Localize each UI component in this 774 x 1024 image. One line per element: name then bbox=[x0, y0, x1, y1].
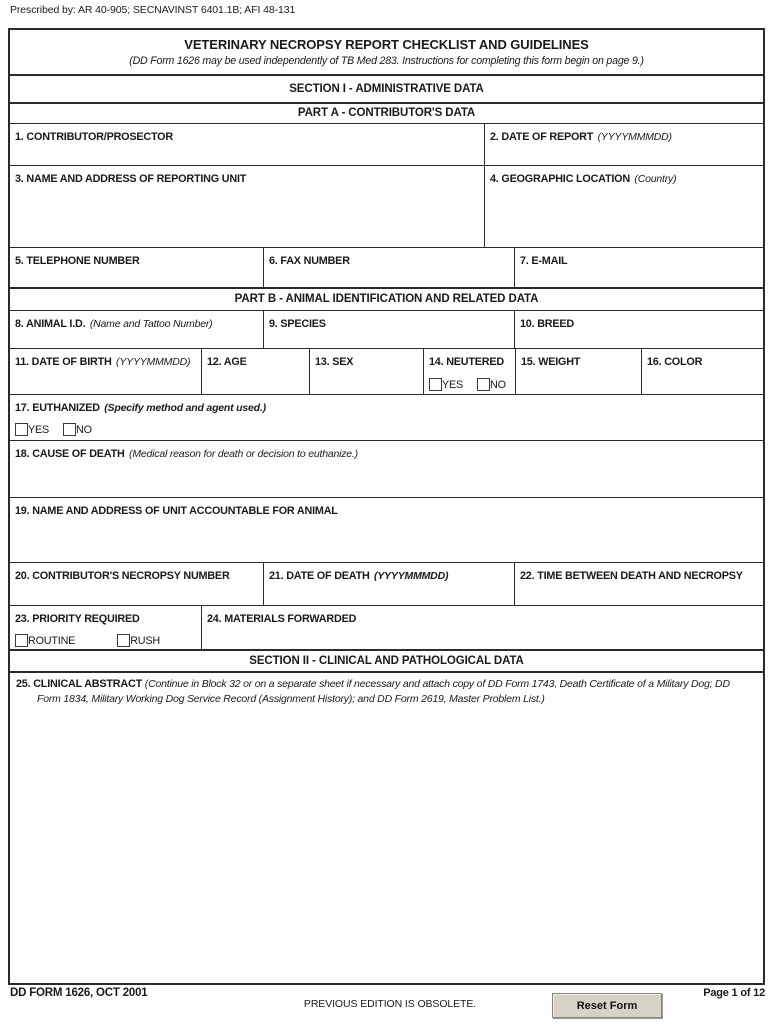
field-2-date-of-report[interactable] bbox=[485, 124, 763, 165]
field-8-animal-id[interactable] bbox=[10, 311, 264, 348]
field-hint: (Specify method and agent used.) bbox=[104, 402, 266, 414]
section-1-header: SECTION I - ADMINISTRATIVE DATA bbox=[10, 76, 763, 104]
field-5-telephone-number[interactable] bbox=[10, 248, 264, 287]
field-label: 20. CONTRIBUTOR'S NECROPSY NUMBER bbox=[15, 570, 230, 582]
form-row bbox=[10, 498, 763, 563]
field-label: 9. SPECIES bbox=[269, 318, 326, 330]
field-label: 22. TIME BETWEEN DEATH AND NECROPSY bbox=[520, 570, 743, 582]
field-18-cause-of-death[interactable] bbox=[10, 441, 763, 497]
field-hint: (YYYYMMMDD) bbox=[597, 131, 672, 143]
field-label: 8. ANIMAL I.D. bbox=[15, 318, 86, 330]
field-label: 16. COLOR bbox=[647, 356, 703, 368]
form-row bbox=[10, 349, 763, 395]
euthanized-yes-checkbox[interactable] bbox=[15, 423, 28, 436]
field-label: 6. FAX NUMBER bbox=[269, 255, 350, 267]
field-22-time-between-death-and-necropsy[interactable] bbox=[515, 563, 763, 605]
field-16-color[interactable] bbox=[642, 349, 763, 394]
form-row bbox=[10, 248, 763, 289]
field-label: 24. MATERIALS FORWARDED bbox=[207, 613, 357, 625]
dd-form-1626 bbox=[8, 28, 765, 985]
checkbox-label: RUSH bbox=[130, 634, 160, 647]
form-row bbox=[10, 673, 763, 983]
field-21-date-of-death[interactable] bbox=[264, 563, 515, 605]
field-label: 12. AGE bbox=[207, 356, 247, 368]
euthanized-no-checkbox[interactable] bbox=[63, 423, 76, 436]
field-label: 2. DATE OF REPORT bbox=[490, 131, 594, 143]
neutered-no-checkbox[interactable] bbox=[477, 378, 490, 391]
field-label: 15. WEIGHT bbox=[521, 356, 581, 368]
obsolete-note: PREVIOUS EDITION IS OBSOLETE. bbox=[303, 998, 477, 1010]
field-14-neutered bbox=[424, 349, 516, 394]
form-row bbox=[10, 395, 763, 441]
field-23-priority-required bbox=[10, 606, 202, 649]
field-label: 4. GEOGRAPHIC LOCATION bbox=[490, 173, 630, 185]
field-label: 1. CONTRIBUTOR/PROSECTOR bbox=[15, 131, 173, 143]
field-label: 10. BREED bbox=[520, 318, 575, 330]
field-label: 19. NAME AND ADDRESS OF UNIT ACCOUNTABLE FOR ANIMAL bbox=[15, 505, 338, 517]
field-hint: (Country) bbox=[634, 173, 677, 185]
checkbox-label: YES bbox=[28, 423, 50, 436]
field-17-euthanized bbox=[10, 395, 763, 440]
part-a-header: PART A - CONTRIBUTOR'S DATA bbox=[10, 104, 763, 124]
form-row bbox=[10, 563, 763, 606]
field-20-necropsy-number[interactable] bbox=[10, 563, 264, 605]
field-24-materials-forwarded[interactable] bbox=[202, 606, 763, 649]
field-label: 3. NAME AND ADDRESS OF REPORTING UNIT bbox=[15, 173, 247, 185]
part-b-header: PART B - ANIMAL IDENTIFICATION AND RELATED DATA bbox=[10, 289, 763, 311]
field-hint: (YYYYMMMDD) bbox=[116, 356, 191, 368]
field-hint: (Name and Tattoo Number) bbox=[89, 318, 213, 330]
field-label: 23. PRIORITY REQUIRED bbox=[15, 613, 140, 625]
field-label: 18. CAUSE OF DEATH bbox=[15, 448, 125, 460]
field-label: 25. CLINICAL ABSTRACT bbox=[16, 678, 142, 690]
field-15-weight[interactable] bbox=[516, 349, 642, 394]
priority-routine-checkbox[interactable] bbox=[15, 634, 28, 647]
form-row bbox=[10, 311, 763, 349]
checkbox-label: NO bbox=[76, 423, 92, 436]
field-label: 14. NEUTERED bbox=[429, 356, 504, 368]
field-11-date-of-birth[interactable] bbox=[10, 349, 202, 394]
field-label: 11. DATE OF BIRTH bbox=[15, 356, 112, 368]
form-row bbox=[10, 124, 763, 166]
form-row bbox=[10, 166, 763, 248]
field-13-sex[interactable] bbox=[310, 349, 424, 394]
field-label: 5. TELEPHONE NUMBER bbox=[15, 255, 140, 267]
checkbox-label: YES bbox=[442, 378, 464, 391]
priority-rush-checkbox[interactable] bbox=[117, 634, 130, 647]
field-25-clinical-abstract[interactable] bbox=[10, 673, 763, 983]
field-hint: (YYYYMMMDD) bbox=[374, 570, 449, 582]
section-2-header: SECTION II - CLINICAL AND PATHOLOGICAL DATA bbox=[10, 651, 763, 673]
neutered-yes-checkbox[interactable] bbox=[429, 378, 442, 391]
form-title: VETERINARY NECROPSY REPORT CHECKLIST AND GUIDELINES bbox=[184, 37, 589, 52]
field-9-species[interactable] bbox=[264, 311, 515, 348]
field-label: 13. SEX bbox=[315, 356, 354, 368]
form-row bbox=[10, 606, 763, 651]
field-3-reporting-unit-address[interactable] bbox=[10, 166, 485, 247]
reset-form-button[interactable]: Reset Form bbox=[552, 993, 662, 1018]
page-indicator: Page 1 of 12 bbox=[703, 987, 765, 999]
field-19-accountable-unit-address[interactable] bbox=[10, 498, 763, 562]
prescribed-by-note: Prescribed by: AR 40-905; SECNAVINST 6401.1B; AFI 48-131 bbox=[10, 4, 296, 16]
field-4-geographic-location[interactable] bbox=[485, 166, 763, 247]
form-row bbox=[10, 441, 763, 498]
checkbox-label: NO bbox=[490, 378, 506, 391]
field-6-fax-number[interactable] bbox=[264, 248, 515, 287]
form-subtitle: (DD Form 1626 may be used independently of TB Med 283. Instructions for completing this form begin on page 9.) bbox=[129, 55, 644, 67]
checkbox-label: ROUTINE bbox=[28, 634, 76, 647]
field-label: 17. EUTHANIZED bbox=[15, 402, 100, 414]
field-10-breed[interactable] bbox=[515, 311, 763, 348]
field-label: 21. DATE OF DEATH bbox=[269, 570, 370, 582]
form-number: DD FORM 1626, OCT 2001 bbox=[10, 987, 148, 999]
field-hint: (Medical reason for death or decision to euthanize.) bbox=[129, 448, 358, 460]
field-12-age[interactable] bbox=[202, 349, 310, 394]
field-label: 7. E-MAIL bbox=[520, 255, 568, 267]
field-hint: (Continue in Block 32 or on a separate sheet if necessary and attach copy of DD Form 1743, Death Certificate of a Military Dog; DD Form 1834, Military Working Dog Service Record (Assignment History); and DD Form 2619, Master Problem List.) bbox=[37, 678, 730, 705]
form-title-block bbox=[10, 30, 763, 76]
field-7-email[interactable] bbox=[515, 248, 763, 287]
field-1-contributor-prosector[interactable] bbox=[10, 124, 485, 165]
